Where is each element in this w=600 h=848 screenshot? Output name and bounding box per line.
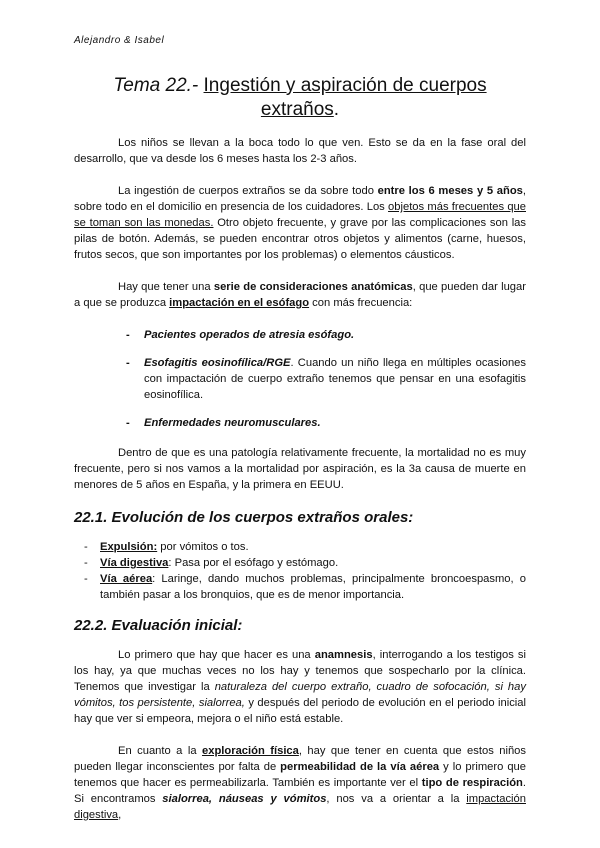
bullet-dash: - bbox=[84, 557, 88, 569]
paragraph-intro: Los niños se llevan a la boca todo lo que ven. Esto se da en la fase oral del desarrollo, que va desde los 6 meses hasta los 2-3 años. bbox=[74, 137, 526, 165]
text-run: , interrogando a los testigos si los hay, ya que muchas veces no los hay y tenemos que sospecharlo por la clínica. Tenemos que investigar la bbox=[74, 649, 526, 693]
bullet-dash: - bbox=[126, 357, 130, 369]
text-run: Lo primero que hay que hacer es una bbox=[118, 649, 315, 661]
list-item-text: : Laringe, dando muchos problemas, principalmente broncoespasmo, o también pasar a los bronquios, que es de menor importancia. bbox=[100, 573, 526, 601]
text-italic: naturaleza del cuerpo extraño, cuadro de sofocación, si hay vómitos, tos persistente, sialorrea, bbox=[74, 681, 526, 709]
text-run: En cuanto a la bbox=[118, 745, 203, 757]
bullet-dash: - bbox=[126, 329, 130, 341]
list-item bbox=[74, 355, 526, 403]
page-title bbox=[74, 74, 526, 122]
text-run: La ingestión de cuerpos extraños se da sobre todo bbox=[118, 185, 378, 197]
text-run: , nos va a orientar a la bbox=[326, 793, 467, 805]
text-bold: entre los 6 meses y 5 años bbox=[377, 185, 523, 197]
list-item-text: : Pasa por el esófago y estómago. bbox=[168, 557, 339, 569]
list-item bbox=[74, 327, 526, 343]
list-item-bold: Pacientes operados de atresia esófago. bbox=[144, 329, 355, 341]
text-underline: objetos más frecuentes que se toman son las monedas. bbox=[74, 201, 526, 229]
title-lead: Tema 22.- bbox=[113, 75, 199, 96]
paragraph-mortality: Dentro de que es una patología relativamente frecuente, la mortalidad no es muy frecuente, pero si nos vamos a la mortalidad por aspiración, es la 3a causa de muerte en menores de 5 años en España, y la primera en EEUU. bbox=[74, 447, 526, 491]
text-run: con más frecuencia: bbox=[309, 297, 413, 309]
list-item bbox=[74, 415, 526, 431]
text-run: y lo primero que tenemos que hacer es permeabilizarla. También es importante ver el bbox=[74, 761, 526, 789]
paragraph-exploration bbox=[74, 743, 526, 823]
text-run: Hay que tener una bbox=[118, 281, 214, 293]
text-bold-underline: exploración física bbox=[202, 745, 299, 757]
list-item-term: Vía aérea bbox=[100, 573, 153, 585]
bullet-dash: - bbox=[126, 417, 130, 429]
list-item bbox=[74, 571, 526, 603]
text-bold: tipo de respiración bbox=[421, 777, 523, 789]
text-run: , que pueden dar lugar a que se produzca bbox=[74, 281, 526, 309]
text-bold: serie de consideraciones anatómicas bbox=[213, 281, 413, 293]
text-run: Otro objeto frecuente, y grave por las complicaciones son las pilas de botón. Además, se pueden encontrar otros objetos y alimentos (carne, huesos, frutos secos, que son importantes por los problemas) o elementos cáusticos. bbox=[74, 217, 526, 261]
list-item bbox=[74, 539, 526, 555]
list-item-term: Vía digestiva bbox=[100, 557, 169, 569]
title-end: . bbox=[333, 99, 340, 120]
list-item bbox=[74, 555, 526, 571]
text-run: , bbox=[118, 809, 122, 821]
section-heading-evolution: 22.1. Evolución de los cuerpos extraños orales: bbox=[74, 509, 414, 526]
evolution-list bbox=[74, 539, 526, 603]
list-item-bold: Enfermedades neuromusculares. bbox=[144, 417, 321, 429]
text-run: , hay que tener en cuenta que estos niños pueden llegar inconscientes por falta de bbox=[74, 745, 526, 773]
text-bold-underline: impactación en el esófago bbox=[169, 297, 310, 309]
bullet-dash: - bbox=[84, 573, 88, 585]
document-body bbox=[74, 135, 526, 839]
text-bold-italic: sialorrea, náuseas y vómitos bbox=[162, 793, 327, 805]
text-bold: anamnesis bbox=[314, 649, 373, 661]
text-run: , sobre todo en el domicilio en presencia de los cuidadores. Los bbox=[74, 185, 526, 213]
section-heading-evaluation: 22.2. Evaluación inicial: bbox=[74, 617, 243, 634]
risk-factor-list bbox=[74, 327, 526, 431]
bullet-dash: - bbox=[84, 541, 88, 553]
list-item-term: Expulsión: bbox=[100, 541, 158, 553]
page-header: Alejandro & Isabel bbox=[74, 35, 165, 46]
paragraph-anatomy bbox=[74, 279, 526, 311]
list-item-text: por vómitos o tos. bbox=[157, 541, 249, 553]
text-run: . Si encontramos bbox=[74, 777, 526, 805]
list-item-bold: Esofagitis eosinofílica/RGE bbox=[144, 357, 291, 369]
list-item-text: . Cuando un niño llega en múltiples ocasiones con impactación de cuerpo extraño tenemos que pensar en una esofagitis eosinofílica. bbox=[144, 357, 526, 401]
paragraph-anamnesis bbox=[74, 647, 526, 727]
paragraph-ingestion bbox=[74, 183, 526, 263]
text-run: y después del periodo de evolución en el periodo inicial hay que ver si empeora, mejora o el niño está estable. bbox=[74, 697, 527, 725]
text-bold: permeabilidad de la vía aérea bbox=[280, 761, 440, 773]
text-underline: impactación digestiva bbox=[74, 793, 526, 821]
title-main: Ingestión y aspiración de cuerpos extraños bbox=[203, 75, 487, 120]
